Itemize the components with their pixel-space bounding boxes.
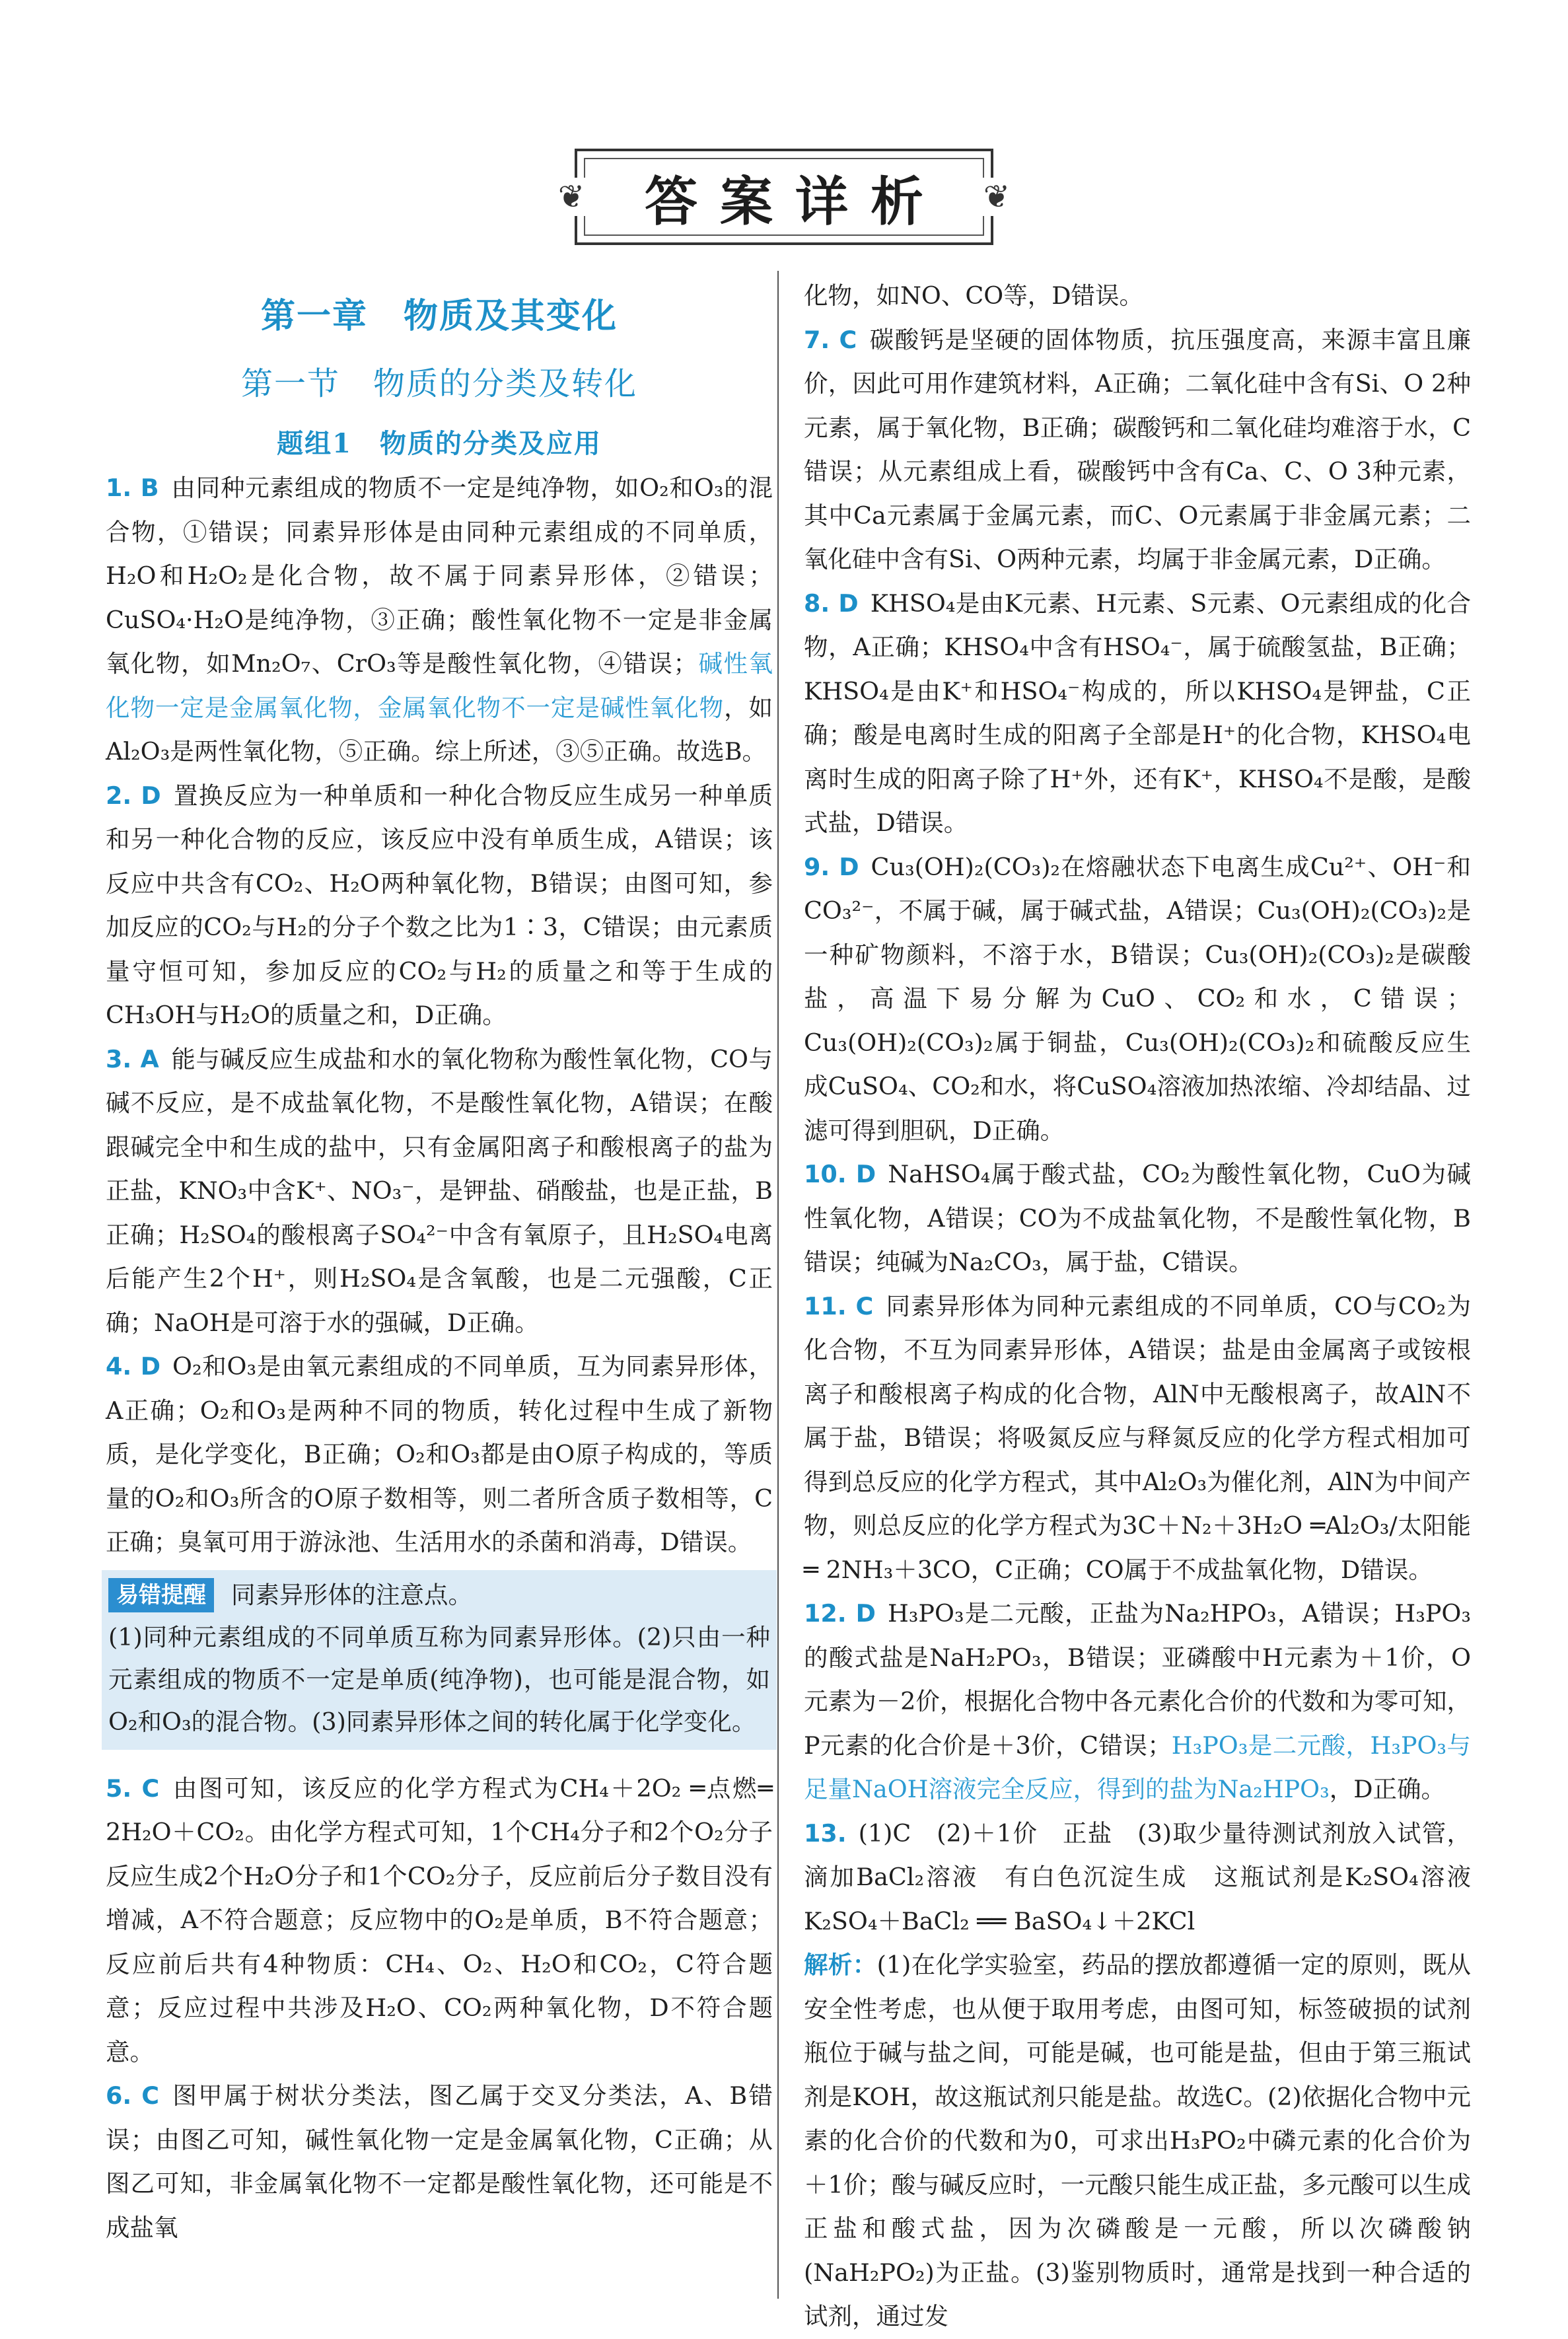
highlight-text: 碱性氧化物一定是金属氧化物，金属氧化物不一定是碱性氧化物: [106, 649, 773, 722]
tip-header: [108, 1574, 770, 1616]
analysis-paragraph: 解析：(1)在化学实验室，药品的摆放都遵循一定的原则，既从安全性考虑，也从便于取用考虑，由图可知，标签破损的试剂瓶位于碱与盐之间，可能是碱，也可能是盐，但由于第三瓶试剂是KOH，故这瓶试剂只能是盐。故选C。(2)依据化合物中元素的化合价的代数和为0，可求出H₃PO₂中磷元素的化合价为＋1价；酸与碱反应时，一元酸只能生成正盐，多元酸可以生成正盐和酸式盐，因为次磷酸是一元酸，所以次磷酸钠(NaH₂PO₂)为正盐。(3)鉴别物质时，通常是找到一种合适的试剂，通过发: [804, 1951, 1472, 2330]
ornament-left-icon: ❦: [557, 178, 585, 215]
analysis-label: 解析：: [804, 1951, 877, 1979]
answer-number: 6. C: [106, 2081, 160, 2110]
answer-item-10: 10. D NaHSO₄属于酸式盐，CO₂为酸性氧化物，CuO为碱性氧化物，A错误；CO为不成盐氧化物，不是酸性氧化物，B错误；纯碱为Na₂CO₃，属于盐，C错误。: [804, 1160, 1471, 1276]
answer-number: 3. A: [106, 1044, 159, 1073]
answer-number: 9. D: [804, 852, 859, 881]
answer-number: 5. C: [106, 1774, 160, 1803]
answer-number: 4. D: [106, 1352, 161, 1381]
highlight-text: H₃PO₃是二元酸，H₃PO₃与足量NaOH溶液完全反应，得到的盐为Na₂HPO₃: [804, 1731, 1471, 1803]
answer-number: 8. D: [804, 589, 859, 618]
group-title: 题组1 物质的分类及应用: [277, 428, 602, 459]
answer-item-11: 11. C 同素异形体为同种元素组成的不同单质，CO与CO₂为化合物，不互为同素异形体，A错误；盐是由金属离子或铵根离子和酸根离子构成的化合物，AlN中无酸根离子，故AlN不属于盐，B错误；将吸氮反应与释氮反应的化学方程式相加可得到总反应的化学方程式，其中Al₂O₃为催化剂，AlN为中间产物，则总反应的化学方程式为3C＋N₂＋3H₂O ═Al₂O₃/太阳能═ 2NH₃＋3CO，C正确；CO属于不成盐氧化物，D错误。: [804, 1291, 1471, 1584]
answer-item-7: 7. C 碳酸钙是坚硬的固体物质，抗压强度高，来源丰富且廉价，因此可用作建筑材料，A正确；二氧化硅中含有Si、O 2种元素，属于氧化物，B正确；碳酸钙和二氧化硅均难溶于水，C错误；从元素组成上看，碳酸钙中含有Ca、C、O 3种元素，其中Ca元素属于金属元素，而C、O元素属于非金属元素；二氧化硅中含有Si、O两种元素，均属于非金属元素，D正确。: [804, 325, 1471, 573]
left-column: [106, 271, 773, 2250]
section-title: 第一节 物质的分类及转化: [240, 365, 637, 402]
tip-body: (1)同种元素组成的不同单质互称为同素异形体。(2)只由一种元素组成的物质不一定是单质(纯净物)，也可能是混合物，如O₂和O₃的混合物。(3)同素异形体之间的转化属于化学变化。: [108, 1622, 770, 1736]
chapter-title: 第一章 物质及其变化: [260, 296, 618, 336]
answer-number: 13.: [804, 1818, 847, 1848]
answer-number: 12. D: [804, 1599, 876, 1628]
answer-number: 11. C: [804, 1291, 874, 1320]
answer-item-4: 4. D O₂和O₃是由氧元素组成的不同单质，互为同素异形体，A正确；O₂和O₃是两种不同的物质，转化过程中生成了新物质，是化学变化，B正确；O₂和O₃都是由O原子构成的，等质量的O₂和O₃所含的O原子数相等，则二者所含质子数相等，C正确；臭氧可用于游泳池、生活用水的杀菌和消毒，D错误。: [106, 1352, 773, 1556]
answer-item-6: 6. C 图甲属于树状分类法，图乙属于交叉分类法，A、B错误；由图乙可知，碱性氧化物一定是金属氧化物，C正确；从图乙可知，非金属氧化物不一定都是酸性氧化物，还可能是不成盐氧: [106, 2081, 773, 2242]
answer-number: 1. B: [106, 474, 159, 502]
right-column: [804, 274, 1495, 2339]
tip-title: 同素异形体的注意点。: [231, 1580, 472, 1609]
answer-item-2: 2. D 置换反应为一种单质和一种化合物反应生成另一种单质和另一种化合物的反应，该反应中没有单质生成，A错误；该反应中共含有CO₂、H₂O两种氧化物，B错误；由图可知，参加反应的CO₂与H₂的分子个数之比为1∶3，C错误；由元素质量守恒可知，参加反应的CO₂与H₂的质量之和等于生成的CH₃OH与H₂O的质量之和，D正确。: [106, 781, 773, 1029]
answer-item-12: 12. D H₃PO₃是二元酸，正盐为Na₂HPO₃，A错误；H₃PO₃的酸式盐是NaH₂PO₃，B错误；亚磷酸中H元素为＋1价，O元素为－2价，根据化合物中各元素化合价的代数和为零可知，P元素的化合价是＋3价，C错误；H₃PO₃是二元酸，H₃PO₃与足量NaOH溶液完全反应，得到的盐为Na₂HPO₃，D正确。: [804, 1599, 1471, 1803]
tip-label: 易错提醒: [108, 1578, 214, 1612]
continued-text: 化物，如NO、CO等，D错误。: [804, 281, 1143, 310]
answer-item-13: 13. (1)C (2)＋1价 正盐 (3)取少量待测试剂放入试管，滴加BaCl₂溶液 有白色沉淀生成 这瓶试剂是K₂SO₄溶液 K₂SO₄＋BaCl₂ ══ BaSO₄↓＋2KCl: [804, 1818, 1495, 1935]
column-divider: [777, 271, 779, 2299]
answer-number: 7. C: [804, 325, 857, 354]
ornament-right-icon: ❦: [983, 178, 1011, 215]
answer-item-1: 1. B 由同种元素组成的物质不一定是纯净物，如O₂和O₃的混合物，①错误；同素异形体是由同种元素组成的不同单质，H₂O和H₂O₂是化合物，故不属于同素异形体，②错误；CuSO₄·H₂O是纯净物，③正确；酸性氧化物不一定是非金属氧化物，如Mn₂O₇、CrO₃等是酸性氧化物，④错误；碱性氧化物一定是金属氧化物，金属氧化物不一定是碱性氧化物，如Al₂O₃是两性氧化物，⑤正确。综上所述，③⑤正确。故选B。: [106, 474, 773, 766]
answer-item-3: 3. A 能与碱反应生成盐和水的氧化物称为酸性氧化物，CO与碱不反应，是不成盐氧化物，不是酸性氧化物，A错误；在酸跟碱完全中和生成的盐中，只有金属阳离子和酸根离子的盐为正盐，KNO₃中含K⁺、NO₃⁻，是钾盐、硝酸盐，也是正盐，B正确；H₂SO₄的酸根离子SO₄²⁻中含有氧原子，且H₂SO₄电离后能产生2个H⁺，则H₂SO₄是含氧酸，也是二元强酸，C正确；NaOH是可溶于水的强碱，D正确。: [106, 1044, 773, 1337]
answer-item-5: 5. C 由图可知，该反应的化学方程式为CH₄＋2O₂ ═点燃═ 2H₂O＋CO₂。由化学方程式可知，1个CH₄分子和2个O₂分子反应生成2个H₂O分子和1个CO₂分子，反应前后分子数目没有增减，A不符合题意；反应物中的O₂是单质，B不符合题意；反应前后共有4种物质：CH₄、O₂、H₂O和CO₂，C符合题意；反应过程中共涉及H₂O、CO₂两种氧化物，D不符合题意。: [106, 1774, 773, 2066]
answer-item-8: 8. D KHSO₄是由K元素、H元素、S元素、O元素组成的化合物，A正确；KHSO₄中含有HSO₄⁻，属于硫酸氢盐，B正确；KHSO₄是由K⁺和HSO₄⁻构成的，所以KHSO₄是钾盐，C正确；酸是电离时生成的阳离子全部是H⁺的化合物，KHSO₄电离时生成的阳离子除了H⁺外，还有K⁺，KHSO₄不是酸，是酸式盐，D错误。: [804, 589, 1471, 837]
error-tip-box: [102, 1570, 777, 1750]
answer-number: 2. D: [106, 781, 161, 810]
answer-item-9: 9. D Cu₃(OH)₂(CO₃)₂在熔融状态下电离生成Cu²⁺、OH⁻和CO₃²⁻，不属于碱，属于碱式盐，A错误；Cu₃(OH)₂(CO₃)₂是一种矿物颜料，不溶于水，B错误；Cu₃(OH)₂(CO₃)₂是碳酸盐，高温下易分解为CuO、CO₂和水，C错误；Cu₃(OH)₂(CO₃)₂属于铜盐，Cu₃(OH)₂(CO₃)₂和硫酸反应生成CuSO₄、CO₂和水，将CuSO₄溶液加热浓缩、冷却结晶、过滤可得到胆矾，D正确。: [804, 852, 1471, 1145]
answer-banner: [557, 149, 1011, 245]
answer-number: 10. D: [804, 1160, 876, 1188]
banner-title: 答案详析: [645, 170, 946, 233]
